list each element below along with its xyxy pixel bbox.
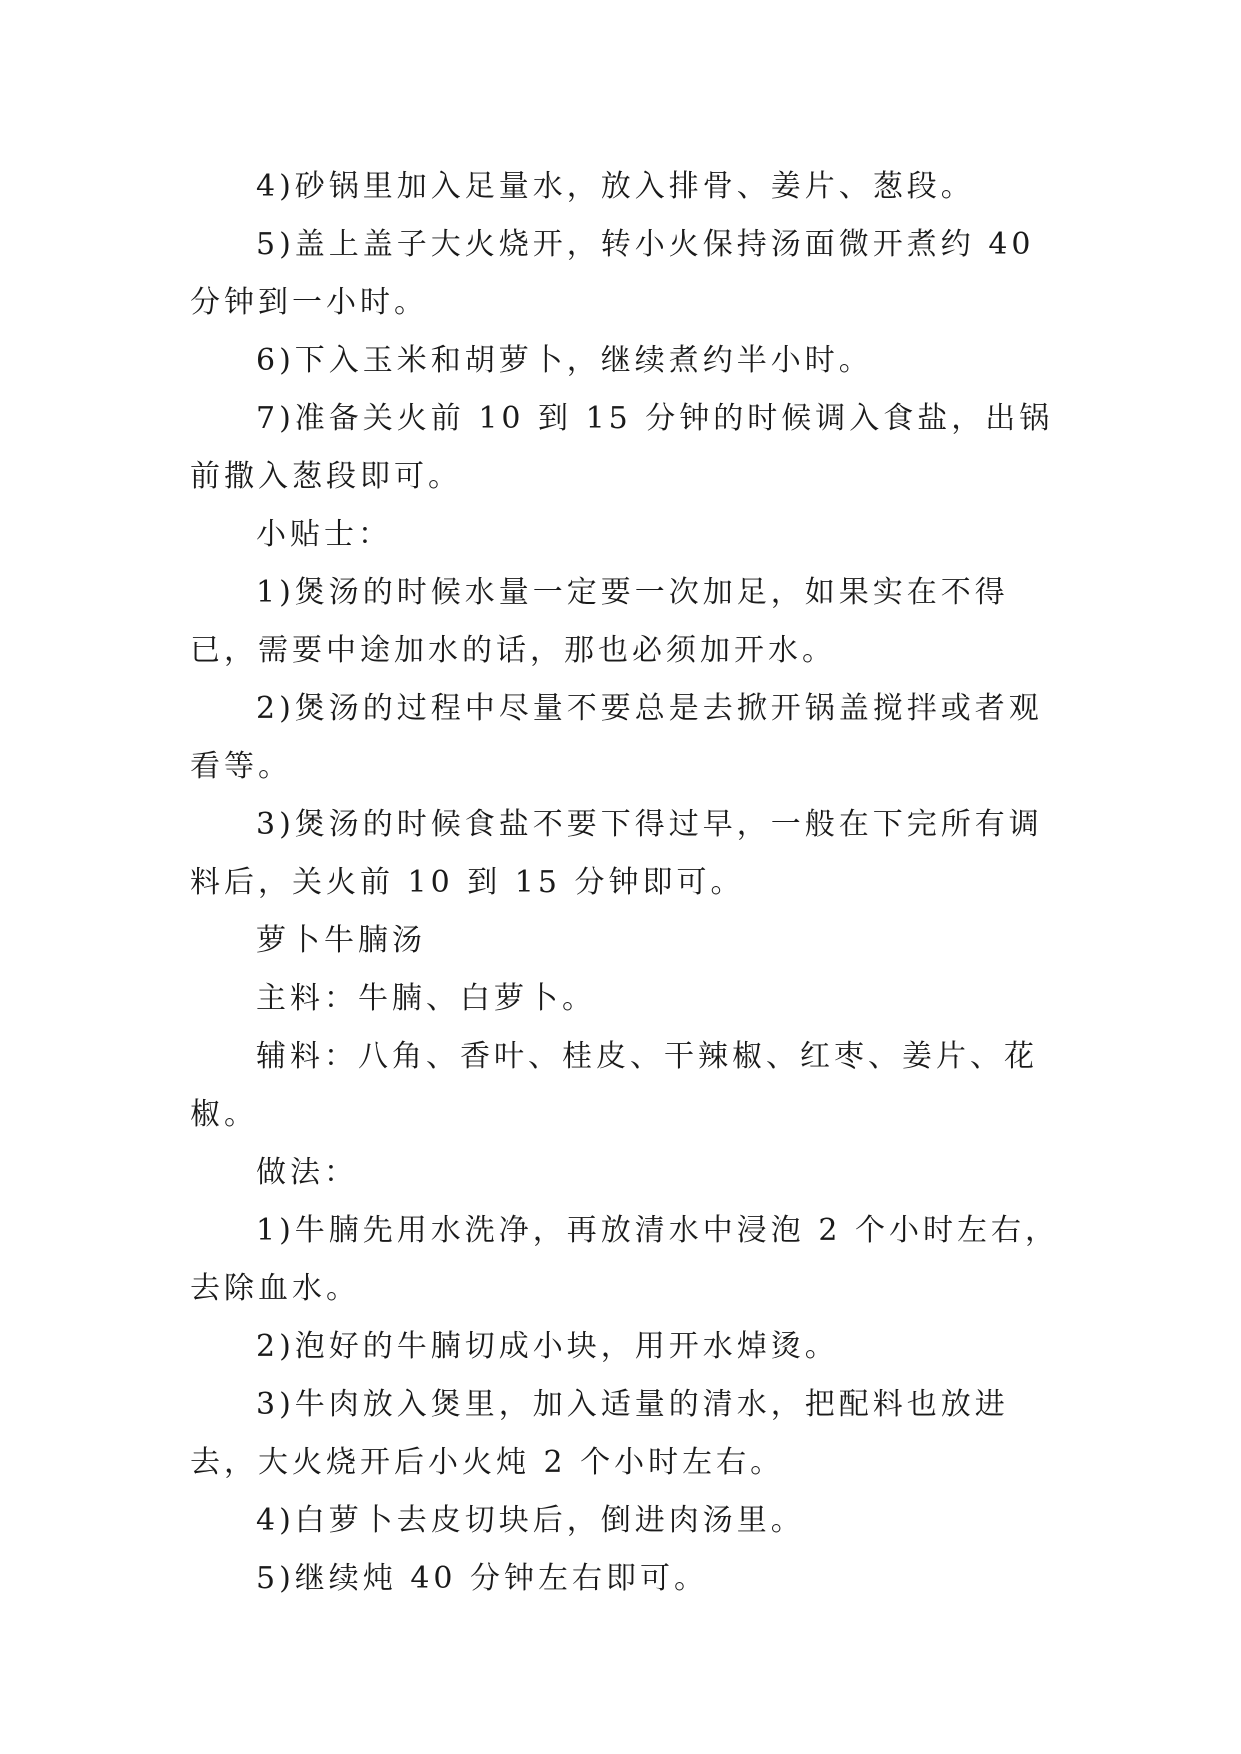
step-paragraph: 3)牛肉放入煲里，加入适量的清水，把配料也放进去，大火烧开后小火炖 2 个小时左右。 xyxy=(190,1387,1009,1480)
step-paragraph: 6)下入玉米和胡萝卜，继续煮约半小时。 xyxy=(256,343,873,378)
step-paragraph: 4)砂锅里加入足量水，放入排骨、姜片、葱段。 xyxy=(256,169,975,204)
tip-paragraph: 2)煲汤的过程中尽量不要总是去掀开锅盖搅拌或者观看等。 xyxy=(190,691,1043,784)
recipe-title: 萝卜牛腩汤 xyxy=(256,923,426,958)
method-heading: 做法： xyxy=(256,1155,358,1190)
tip-paragraph: 3)煲汤的时候食盐不要下得过早，一般在下完所有调料后，关火前 10 到 15 分钟即可。 xyxy=(190,807,1043,900)
main-ingredients: 主料：牛腩、白萝卜。 xyxy=(256,981,596,1016)
step-paragraph: 5)盖上盖子大火烧开，转小火保持汤面微开煮约 40 分钟到一小时。 xyxy=(190,227,1035,320)
auxiliary-ingredients: 辅料：八角、香叶、桂皮、干辣椒、红枣、姜片、花椒。 xyxy=(190,1039,1038,1132)
step-paragraph: 7)准备关火前 10 到 15 分钟的时候调入食盐，出锅前撒入葱段即可。 xyxy=(190,401,1054,494)
document-body xyxy=(190,158,1060,1608)
tips-heading: 小贴士： xyxy=(256,517,392,552)
step-paragraph: 5)继续炖 40 分钟左右即可。 xyxy=(256,1561,709,1596)
tip-paragraph: 1)煲汤的时候水量一定要一次加足，如果实在不得已，需要中途加水的话，那也必须加开水。 xyxy=(190,575,1009,668)
step-paragraph: 1)牛腩先用水洗净，再放清水中浸泡 2 个小时左右，去除血水。 xyxy=(190,1213,1059,1306)
step-paragraph: 4)白萝卜去皮切块后，倒进肉汤里。 xyxy=(256,1503,805,1538)
step-paragraph: 2)泡好的牛腩切成小块，用开水焯烫。 xyxy=(256,1329,839,1364)
